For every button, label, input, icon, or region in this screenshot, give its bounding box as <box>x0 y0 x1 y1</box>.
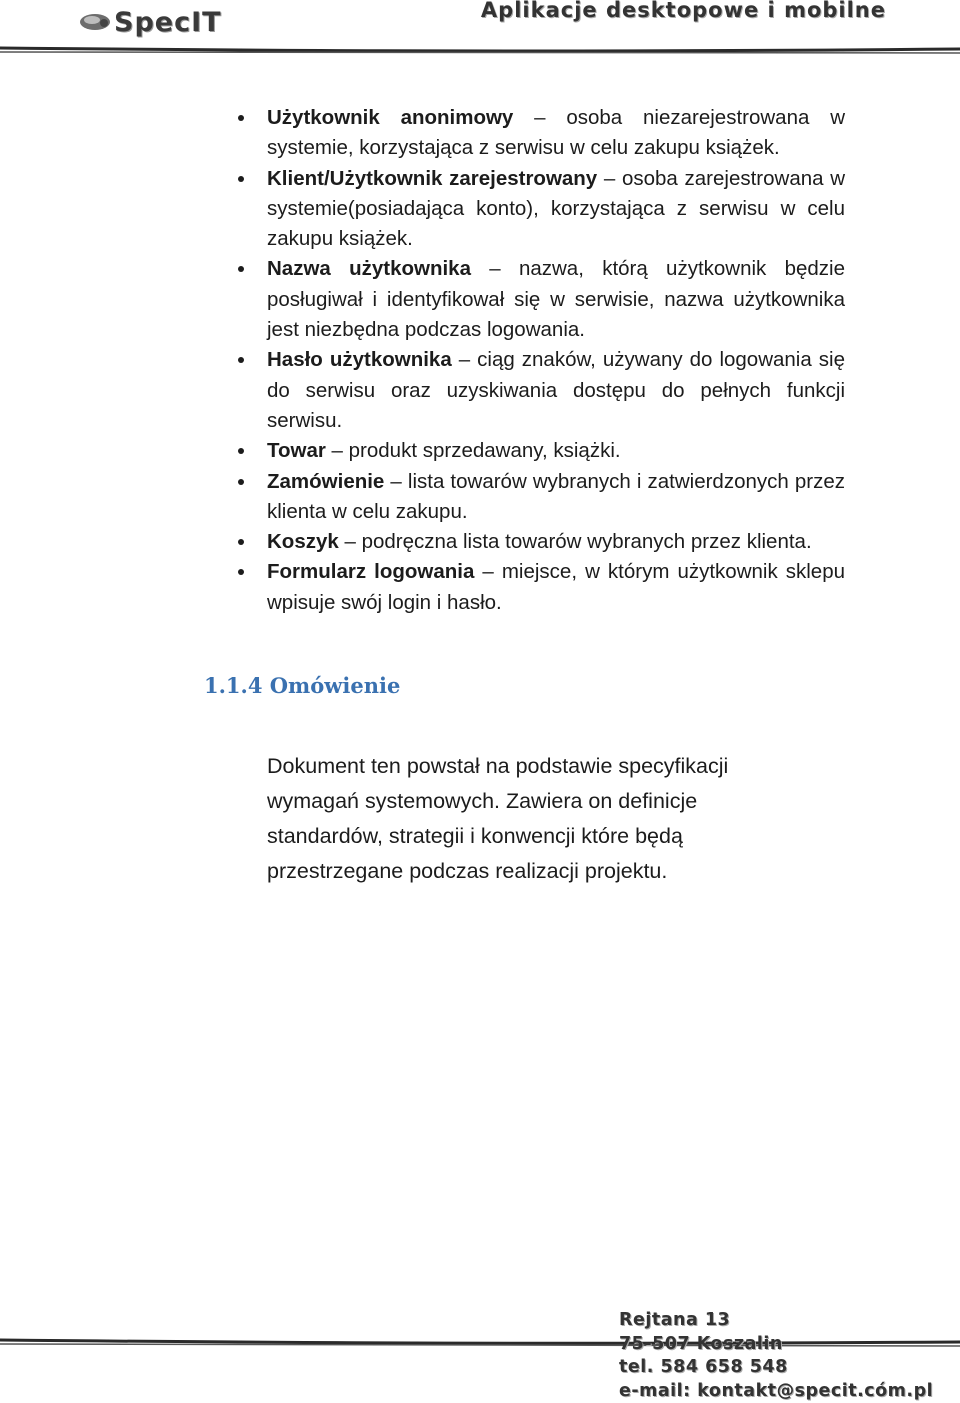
definition-item <box>238 164 845 255</box>
footer-email: e-mail: kontakt@specit.cóm.pl <box>619 1380 959 1403</box>
footer-street: Rejtana 13 <box>619 1309 959 1333</box>
bullet-icon <box>238 448 244 454</box>
definition-item <box>238 436 845 466</box>
bullet-icon <box>238 357 244 363</box>
definition-text: – osoba niezarejestrowana w systemie, korzystająca z serwisu w celu zakupu książek. <box>267 106 845 159</box>
section-body: Dokument ten powstał na podstawie specyfikacji wymagań systemowych. Zawiera on definicje standardów, strategii i konwencji które będą przestrzegane podczas realizacji projektu. <box>267 749 787 889</box>
definition-item <box>238 527 845 557</box>
footer-phone: tel. 584 658 548 <box>619 1356 959 1380</box>
definition-text: – miejsce, w którym użytkownik sklepu wpisuje swój login i hasło. <box>267 560 845 613</box>
definitions-list <box>238 103 845 618</box>
bullet-icon <box>238 115 244 121</box>
header-tagline: Aplikacje desktopowe i mobilne <box>481 0 886 22</box>
specit-logo-icon <box>78 12 112 32</box>
definition-text: – produkt sprzedawany, książki. <box>326 439 621 462</box>
definition-item <box>238 254 845 345</box>
company-logo <box>78 4 222 40</box>
bullet-icon <box>238 539 244 545</box>
definition-term: Koszyk <box>267 530 339 553</box>
definition-text: – nazwa, którą użytkownik będzie posługiwał i identyfikował się w serwisie, nazwa użytkownika jest niezbędna podczas logowania. <box>267 257 845 341</box>
definition-item <box>238 467 845 528</box>
bullet-icon <box>238 266 244 272</box>
definition-item <box>238 557 845 618</box>
definition-term: Nazwa użytkownika <box>267 257 471 280</box>
definition-term: Towar <box>267 439 326 462</box>
definitions-section <box>238 103 845 618</box>
bullet-icon <box>238 569 244 575</box>
definition-text: – podręczna lista towarów wybranych przez klienta. <box>339 530 812 553</box>
definition-item <box>238 345 845 436</box>
section-heading: 1.1.4 Omówienie <box>204 673 400 698</box>
header-rule <box>0 44 960 58</box>
definition-text: – lista towarów wybranych i zatwierdzonych przez klienta w celu zakupu. <box>267 470 845 523</box>
definition-text: – osoba zarejestrowana w systemie(posiadająca konto), korzystająca z serwisu w celu zakupu książek. <box>267 167 845 251</box>
contact-footer <box>619 1309 959 1403</box>
definition-term: Zamówienie <box>267 470 384 493</box>
definition-text: – ciąg znaków, używany do logowania się do serwisu oraz uzyskiwania dostępu do pełnych funkcji serwisu. <box>267 348 845 432</box>
definition-term: Użytkownik anonimowy <box>267 106 513 129</box>
footer-city: 75-507 Koszalin <box>619 1333 959 1357</box>
definition-term: Formularz logowania <box>267 560 474 583</box>
page-header <box>0 0 960 70</box>
definition-term: Hasło użytkownika <box>267 348 452 371</box>
logo-text: SpecIT <box>114 7 222 38</box>
bullet-icon <box>238 176 244 182</box>
bullet-icon <box>238 479 244 485</box>
definition-term: Klient/Użytkownik zarejestrowany <box>267 167 597 190</box>
definition-item <box>238 103 845 164</box>
